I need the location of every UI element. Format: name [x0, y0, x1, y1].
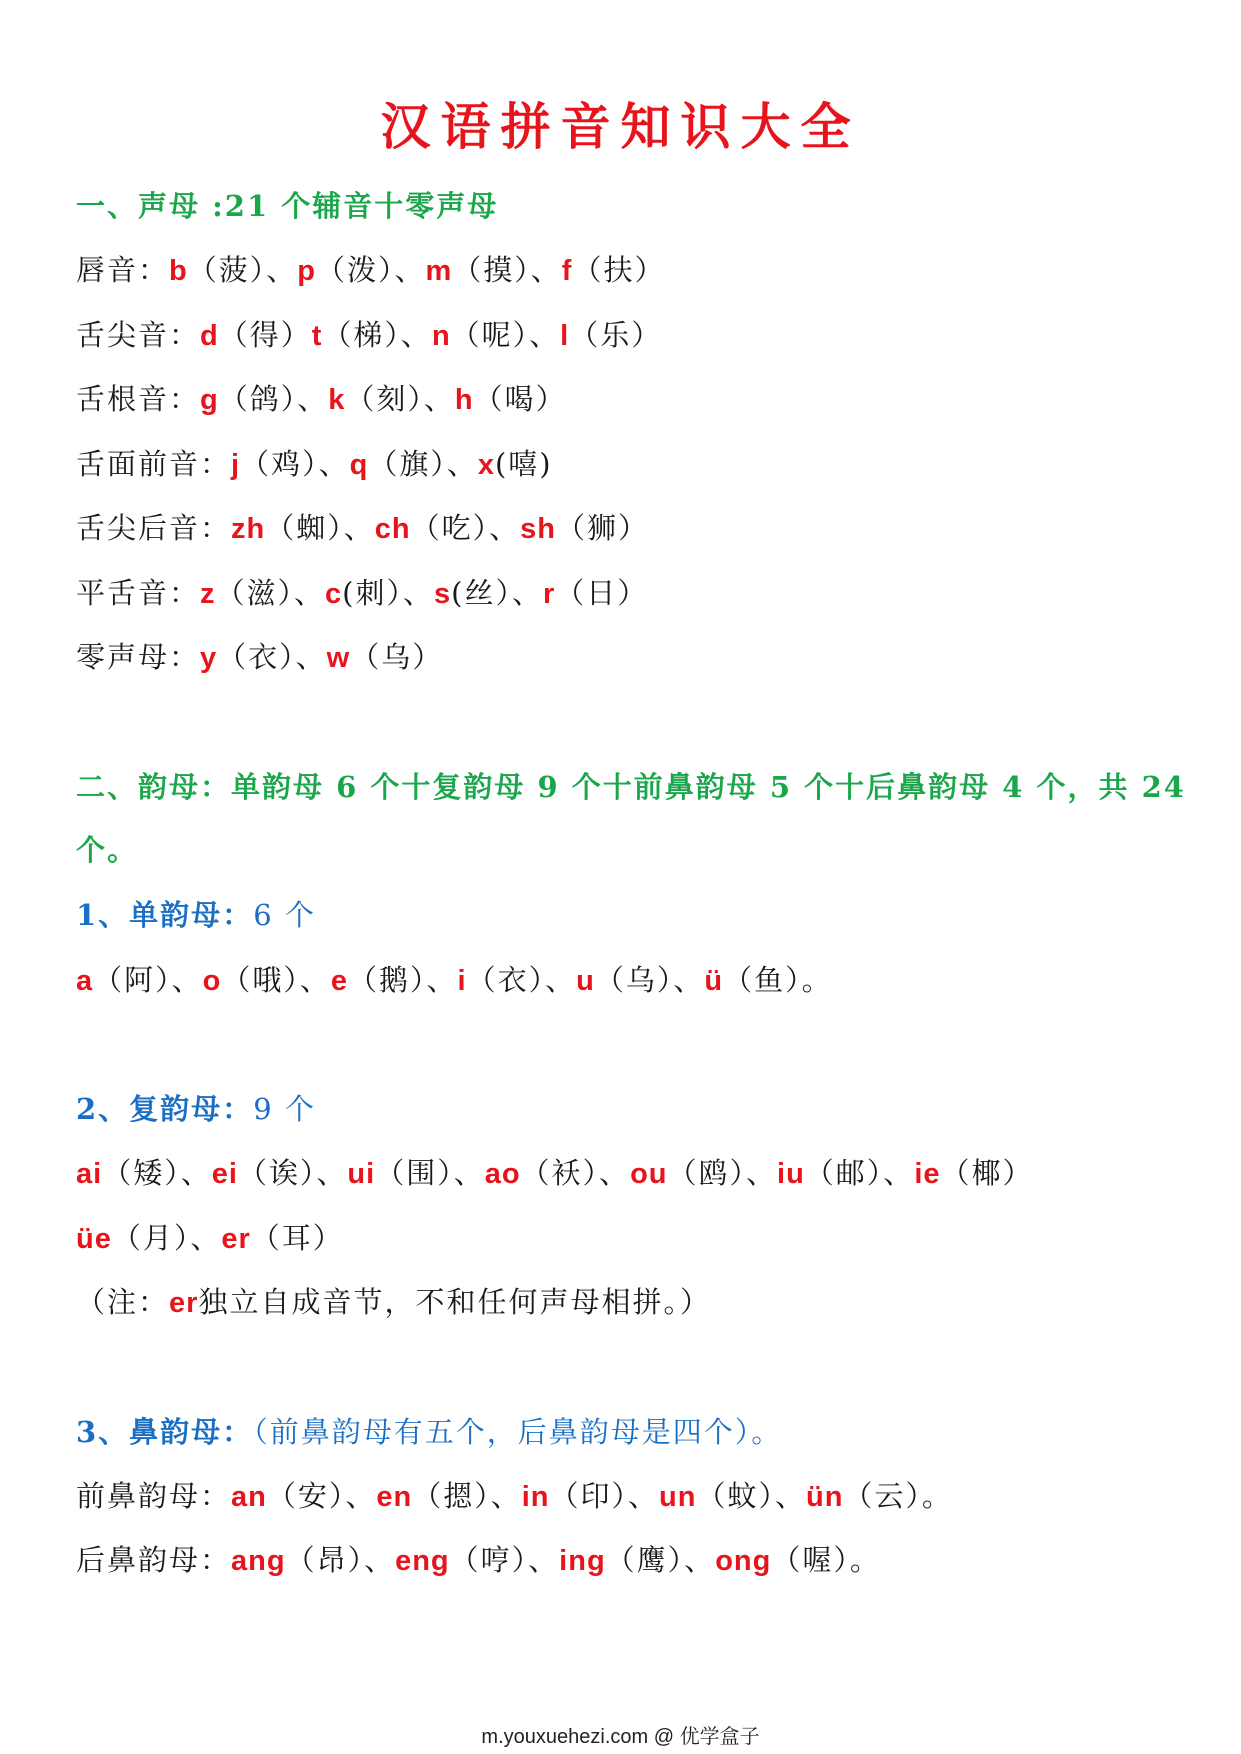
example-char: （哦）、 [221, 963, 331, 997]
back-nasal-label: 后鼻韵母： [76, 1543, 232, 1577]
compound-finals-list [76, 1153, 1034, 1194]
pinyin-letter: an [231, 1481, 267, 1513]
pinyin-letter: r [542, 578, 556, 610]
example-char: （乌）、 [594, 963, 705, 997]
row-velar [76, 379, 567, 420]
pinyin-letter: ong [715, 1545, 772, 1577]
page-title: 汉语拼音知识大全 [380, 97, 861, 156]
pinyin-letter: p [297, 255, 316, 287]
example-char: （吃）、 [410, 511, 521, 545]
example-char: （鹅）、 [348, 963, 458, 997]
pinyin-letter: ai [76, 1158, 103, 1190]
pinyin-letter: er [221, 1223, 251, 1255]
pinyin-letter: h [454, 384, 474, 416]
pinyin-letter: ie [914, 1158, 941, 1190]
example-char: （呢）、 [450, 318, 561, 352]
row-retroflex [76, 508, 649, 549]
section1-heading: 一、声母 :21 个辅音十零声母 [76, 189, 499, 223]
pinyin-letter: a [76, 965, 94, 997]
example-char: （邮）、 [804, 1156, 915, 1190]
compound-finals-list-cont [76, 1218, 344, 1259]
pinyin-letter: eng [395, 1545, 450, 1577]
example-char: （椰） [940, 1156, 1034, 1190]
example-char: （乐） [569, 318, 663, 352]
pinyin-letter: ing [559, 1545, 606, 1577]
example-char: （耳） [250, 1221, 344, 1255]
example-char: （扶） [572, 253, 666, 287]
pinyin-letter: q [349, 449, 369, 481]
pinyin-letter: s [434, 578, 452, 610]
row-label: 唇音： [76, 253, 170, 287]
example-char: （喔）。 [771, 1543, 881, 1577]
row-label: 舌根音： [76, 382, 201, 416]
example-char: （菠）、 [187, 253, 298, 287]
note-text: 独立自成音节，不和任何声母相拼。） [198, 1285, 711, 1319]
pinyin-letter: ao [484, 1158, 521, 1190]
example-char: （摸）、 [452, 253, 562, 287]
example-char: （云）。 [843, 1479, 953, 1513]
example-char: （衣）、 [217, 640, 327, 674]
simple-finals-list [76, 960, 833, 1001]
pinyin-letter: y [200, 642, 218, 674]
pinyin-letter: n [431, 320, 451, 352]
er-note [76, 1282, 711, 1323]
example-char: （月）、 [111, 1221, 222, 1255]
example-char: (丝）、 [451, 576, 543, 610]
example-char: （鱼）。 [723, 963, 833, 997]
pinyin-letter: en [376, 1481, 413, 1513]
row-label: 平舌音： [76, 576, 201, 610]
footer-watermark: m.youxuehezi.com @ 优学盒子 [481, 1726, 760, 1748]
pinyin-letter: g [200, 384, 219, 416]
note-letters: er [169, 1287, 199, 1319]
nasal-finals-desc: （前鼻韵母有五个，后鼻韵母是四个）。 [253, 1415, 783, 1449]
simple-finals-count: 6 个 [253, 898, 316, 932]
pinyin-letter: k [328, 384, 346, 416]
simple-finals-heading [76, 895, 316, 935]
compound-finals-heading [76, 1089, 316, 1129]
pinyin-letter: e [330, 965, 349, 997]
example-char: （袄）、 [520, 1156, 631, 1190]
example-char: （阿）、 [93, 963, 203, 997]
pinyin-letter: l [560, 320, 570, 352]
example-char: （摁）、 [412, 1479, 522, 1513]
pinyin-letter: m [425, 255, 453, 287]
example-char: （得） [218, 318, 312, 352]
pinyin-letter: z [200, 578, 216, 610]
pinyin-letter: x [477, 449, 495, 481]
pinyin-letter: c [325, 578, 343, 610]
example-char: （矮）、 [102, 1156, 212, 1190]
example-char: （昂）、 [285, 1543, 396, 1577]
section2-heading: 二、韵母：单韵母 6 个十复韵母 9 个十前鼻韵母 5 个十后鼻韵母 4 个，共 24 [76, 770, 1186, 804]
simple-finals-title: 1、单韵母： [76, 898, 254, 932]
example-char: （印）、 [549, 1479, 660, 1513]
section2-heading-cont: 个。 [76, 833, 139, 867]
example-char: （狮） [555, 511, 649, 545]
row-label: 零声母： [76, 640, 201, 674]
row-alveolar [76, 315, 662, 356]
example-char: （衣）、 [466, 963, 577, 997]
pinyin-letter: f [561, 255, 573, 287]
row-label: 舌面前音： [76, 447, 232, 481]
pinyin-letter: iu [777, 1158, 805, 1190]
example-char: （安）、 [266, 1479, 377, 1513]
nasal-finals-heading [76, 1412, 782, 1452]
example-char: （刻）、 [345, 382, 455, 416]
example-char: （哼）、 [449, 1543, 560, 1577]
example-char: （乌） [350, 640, 444, 674]
example-char: （梯）、 [322, 318, 432, 352]
pinyin-letter: i [457, 965, 467, 997]
front-nasal-label: 前鼻韵母： [76, 1479, 232, 1513]
pinyin-letter: d [200, 320, 219, 352]
example-char: （蚊）、 [696, 1479, 806, 1513]
pinyin-letter: sh [520, 513, 556, 545]
pinyin-letter: t [311, 320, 323, 352]
note-prefix: （注： [76, 1285, 170, 1319]
example-char: （鸽）、 [218, 382, 329, 416]
pinyin-letter: üe [76, 1223, 112, 1255]
row-alveolo-palatal [76, 444, 553, 485]
pinyin-letter: ü [704, 965, 724, 997]
pinyin-letter: ei [211, 1158, 238, 1190]
example-char: （日） [555, 576, 649, 610]
row-flat-tongue [76, 573, 648, 614]
pinyin-letter: ang [231, 1545, 286, 1577]
row-label: 舌尖后音： [76, 511, 232, 545]
pinyin-letter: un [659, 1481, 697, 1513]
example-char: (嘻) [494, 447, 553, 481]
pinyin-letter: b [169, 255, 188, 287]
pinyin-letter: in [521, 1481, 550, 1513]
example-char: （诶）、 [237, 1156, 348, 1190]
pinyin-letter: ün [805, 1481, 844, 1513]
nasal-finals-title: 3、鼻韵母： [76, 1415, 254, 1449]
example-char: （围）、 [375, 1156, 485, 1190]
example-char: （喝） [473, 382, 567, 416]
back-nasal-list [231, 1543, 881, 1577]
pinyin-letter: u [576, 965, 595, 997]
pinyin-letter: ui [347, 1158, 376, 1190]
pinyin-letter: o [202, 965, 222, 997]
pinyin-letter: ou [630, 1158, 668, 1190]
back-nasal-finals [76, 1540, 881, 1581]
pinyin-letter: w [326, 642, 351, 674]
compound-finals-title: 2、复韵母： [76, 1092, 254, 1126]
example-char: (刺）、 [342, 576, 434, 610]
pinyin-letter: j [231, 449, 241, 481]
pinyin-letter: ch [374, 513, 411, 545]
example-char: （鹰）、 [605, 1543, 716, 1577]
example-char: （泼）、 [315, 253, 426, 287]
example-char: （旗）、 [368, 447, 478, 481]
example-char: （滋）、 [215, 576, 326, 610]
example-char: （鸥）、 [667, 1156, 778, 1190]
example-char: （鸡）、 [240, 447, 350, 481]
compound-finals-count: 9 个 [253, 1092, 316, 1126]
front-nasal-list [231, 1479, 953, 1513]
row-bilabial [76, 250, 665, 291]
example-char: （蜘）、 [265, 511, 375, 545]
pinyin-letter: zh [231, 513, 266, 545]
row-zero-initial [76, 637, 443, 678]
row-label: 舌尖音： [76, 318, 201, 352]
front-nasal-finals [76, 1476, 953, 1517]
